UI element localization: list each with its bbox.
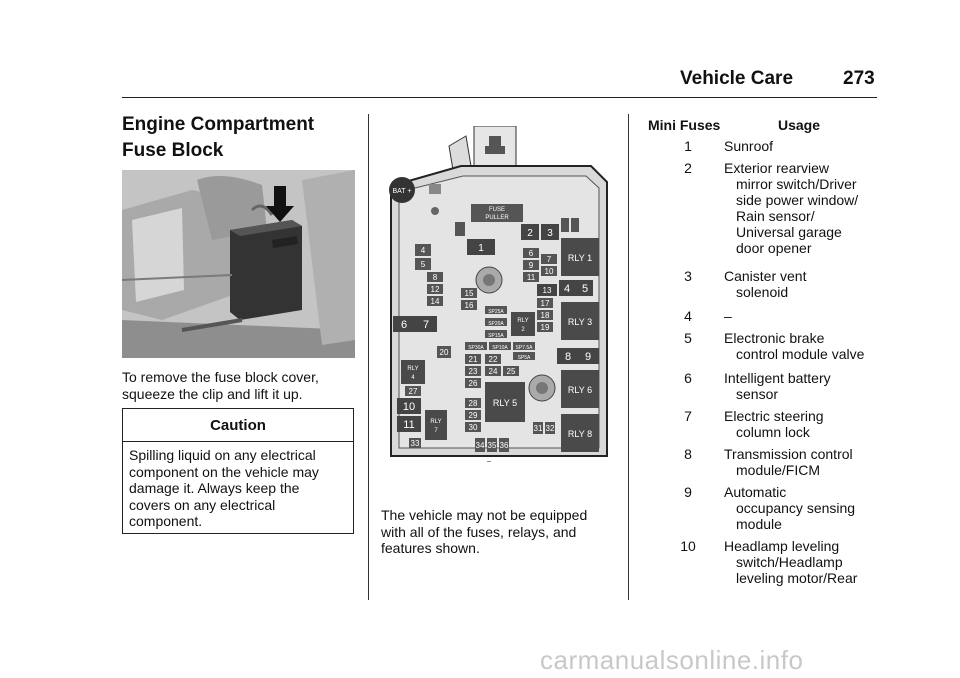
fuse-8: 8 [432,273,438,282]
fuse-6-large: 6 [400,319,408,331]
fuse-block-diagram [381,126,609,466]
fuse-18: 18 [540,311,550,320]
spare-5a-label: SP5A [517,355,531,361]
fuse-24: 24 [488,367,498,376]
note-line: with all of the fuses, relays, and [381,523,577,540]
usage-line: – [724,308,732,324]
fuse-34: 34 [475,441,485,450]
fuse-32: 32 [545,424,555,433]
fuse-31: 31 [533,424,543,433]
section-title [122,112,352,164]
spare-20a-label: SP20A [488,321,504,327]
column-divider-left [368,114,369,600]
usage-line: Transmission control [724,446,853,462]
fuse-14: 14 [430,297,440,306]
instruction-line: squeeze the clip and lift it up. [122,385,303,402]
fuse-13: 13 [542,286,552,295]
fuse-usage [724,160,874,256]
fuse-30: 30 [468,423,478,432]
fuse-7-large: 7 [422,319,430,331]
usage-line: Electronic brake [724,330,825,346]
fuse-usage [724,538,874,586]
usage-line: control module valve [736,346,865,362]
fuse-28: 28 [468,399,478,408]
usage-line: side power window/ [736,192,859,208]
fuse-4: 4 [420,246,426,255]
relay-2-label-b: 2 [521,327,525,333]
minus-terminal-label: − [486,457,492,466]
fuse-11: 11 [526,273,536,282]
fuse-1: 1 [478,243,484,254]
usage-line: sensor [736,386,779,402]
relay-4-label-a: RLY [407,366,419,372]
fuse-15: 15 [464,289,474,298]
column-divider-right [628,114,629,600]
fuse-number: 10 [680,538,696,554]
usage-line: solenoid [736,284,789,300]
fuse-usage [724,268,874,300]
fuse-4-large: 4 [563,283,571,295]
fuse-26: 26 [468,379,478,388]
fuse-25: 25 [506,367,516,376]
relay-3: RLY 3 [567,317,593,327]
fuse-9-large: 9 [584,351,592,363]
fuse-usage [724,370,874,402]
usage-line: Sunroof [724,138,774,154]
usage-line: Exterior rearview [724,160,830,176]
fuse-usage [724,330,874,362]
relay-1: RLY 1 [567,253,593,263]
fuse-19: 19 [540,323,550,332]
spare-30a-label: SP30A [468,345,484,351]
fuse-5: 5 [420,260,426,269]
usage-line: switch/Headlamp [736,554,843,570]
caution-line: covers on any electrical [129,496,276,513]
usage-line: Rain sensor/ [736,208,815,224]
fuse-3: 3 [547,228,553,239]
spare-7-5a-label: SP7.5A [515,345,533,351]
relay-7-label-a: RLY [430,419,442,425]
fuse-10-large: 10 [402,401,416,413]
fuse-number: 1 [684,138,692,154]
fuse-number: 4 [684,308,692,324]
fuse-33: 33 [410,439,420,448]
caution-line: Spilling liquid on any electrical [129,447,316,463]
spare-10a-label: SP10A [492,345,508,351]
fuse-block-photo [122,170,355,358]
usage-line: module/FICM [736,462,821,478]
fuse-2: 2 [527,228,533,239]
fuse-usage [724,408,874,440]
fuse-number: 3 [684,268,692,284]
usage-line: Automatic [724,484,787,500]
usage-line: mirror switch/Driver [736,176,857,192]
relay-7-label-b: 7 [434,428,438,434]
fuse-puller-label-1: FUSE [488,207,506,213]
usage-line: Intelligent battery [724,370,831,386]
caution-rule [123,441,353,442]
caution-line: component. [129,513,203,529]
fuse-5-large: 5 [581,283,589,295]
fuse-usage [724,308,874,324]
fuse-usage-table [648,138,878,598]
fuse-usage [724,446,874,478]
fuse-23: 23 [468,367,478,376]
usage-line: Headlamp leveling [724,538,840,554]
bat-plus-label: BAT + [392,188,412,195]
caution-title: Caution [210,417,266,434]
fuse-usage [724,484,874,532]
equipment-note [381,507,621,557]
usage-line: Universal garage [736,224,842,240]
usage-line: door opener [736,240,812,256]
section-title-line2: Fuse Block [122,140,224,161]
caution-box [122,408,354,534]
column-header-usage: Usage [778,117,821,133]
fuse-29: 29 [468,411,478,420]
fuse-17: 17 [540,299,550,308]
fuse-16: 16 [464,301,474,310]
note-line: features shown. [381,540,480,556]
relay-8: RLY 8 [567,429,593,439]
fuse-6: 6 [528,249,534,258]
relay-6: RLY 6 [567,385,593,395]
fuse-number: 2 [684,160,692,176]
section-title-line1: Engine Compartment [122,114,315,135]
usage-line: module [736,516,782,532]
column-header-fuses: Mini Fuses [648,117,721,133]
caution-line: component on the vehicle may [129,463,319,480]
running-header-section: Vehicle Care [680,68,794,89]
instruction-line: To remove the fuse block cover, [122,369,319,385]
fuse-9: 9 [528,261,534,270]
relay-4-label-b: 4 [411,375,415,381]
relay-5: RLY 5 [492,398,518,408]
caution-text [129,447,351,530]
fuse-20: 20 [439,348,449,357]
fuse-number: 8 [684,446,692,462]
spare-15a-label: SP15A [488,333,504,339]
fuse-number: 9 [684,484,692,500]
fuse-12: 12 [430,285,440,294]
fuse-11-large: 11 [403,419,415,431]
fuse-number: 6 [684,370,692,386]
fuse-usage [724,138,874,154]
fuse-21: 21 [468,355,478,364]
fuse-puller-label-2: PULLER [485,215,509,221]
fuse-number: 7 [684,408,692,424]
usage-line: Canister vent [724,268,807,284]
relay-2-label-a: RLY [517,318,529,324]
caution-line: damage it. Always keep the [129,480,300,496]
fuse-7: 7 [546,255,552,264]
fuse-10: 10 [544,267,554,276]
fuse-number: 5 [684,330,692,346]
watermark-text: carmanualsonline.info [540,645,804,675]
header-rule [122,97,877,98]
fuse-22: 22 [488,355,498,364]
usage-line: leveling motor/Rear [736,570,858,586]
usage-line: Electric steering [724,408,824,424]
fuse-36: 36 [499,441,509,450]
usage-line: column lock [736,424,810,440]
instruction-text [122,369,354,402]
page-number: 273 [843,68,875,89]
note-line: The vehicle may not be equipped [381,507,588,523]
usage-line: occupancy sensing [736,500,856,516]
fuse-35: 35 [487,441,497,450]
spare-25a-label: SP25A [488,309,504,315]
fuse-8-large: 8 [564,351,572,363]
fuse-27: 27 [408,387,418,396]
